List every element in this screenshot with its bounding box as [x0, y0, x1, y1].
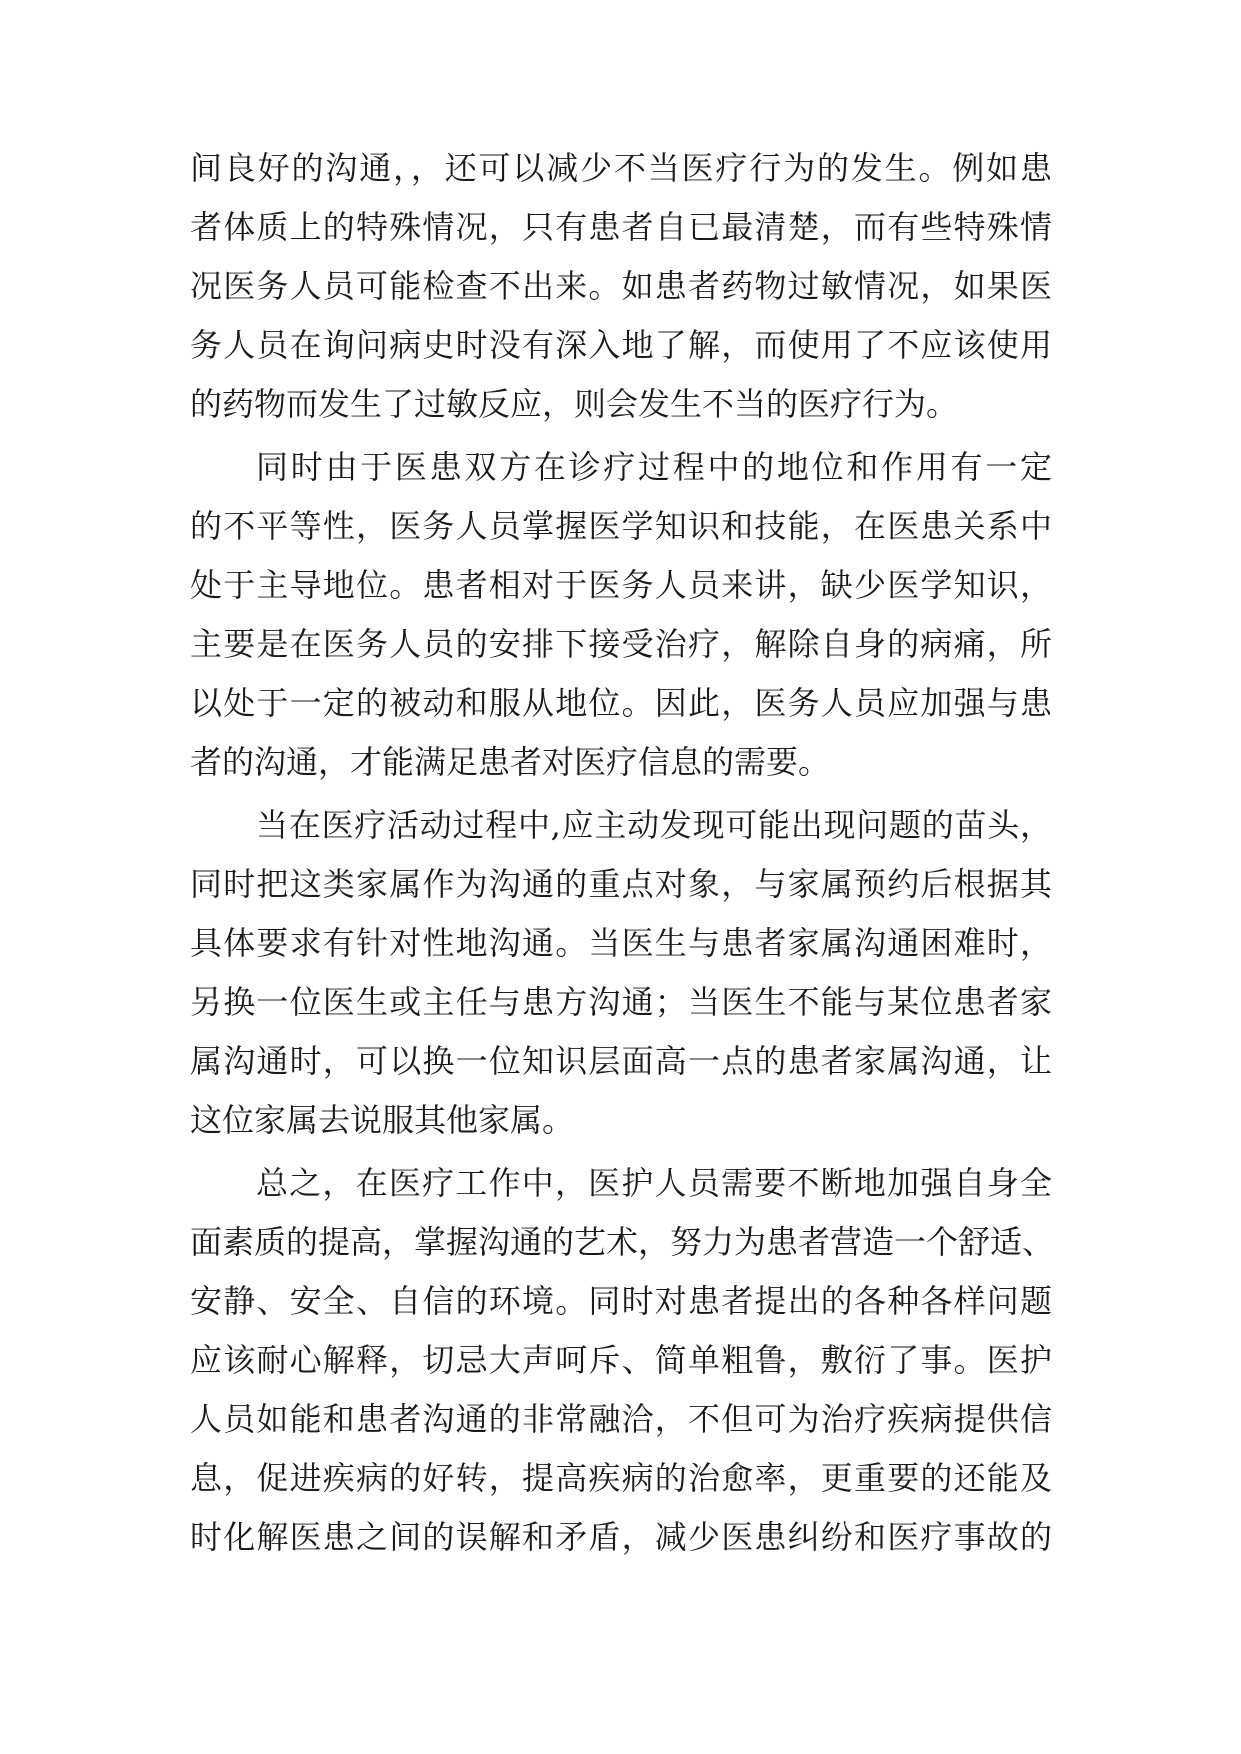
- text-line: 者体质上的特殊情况，只有患者自已最清楚，而有些特殊情: [190, 208, 1052, 246]
- paragraph-first-line: 总之，在医疗工作中，医护人员需要不断地加强自身全: [256, 1164, 1052, 1202]
- text-line: 同时把这类家属作为沟通的重点对象，与家属预约后根据其: [190, 865, 1052, 903]
- text-line: 人员如能和患者沟通的非常融洽，不但可为治疗疾病提供信: [190, 1400, 1052, 1438]
- text-line: 属沟通时，可以换一位知识层面高一点的患者家属沟通，让: [190, 1042, 1052, 1080]
- text-line: 主要是在医务人员的安排下接受治疗，解除自身的病痛，所: [190, 625, 1052, 663]
- text-line: 的药物而发生了过敏反应，则会发生不当的医疗行为。: [190, 385, 959, 423]
- text-line: 的不平等性，医务人员掌握医学知识和技能，在医患关系中: [190, 507, 1052, 545]
- text-line: 以处于一定的被动和服从地位。因此，医务人员应加强与患: [190, 684, 1052, 722]
- text-line: 应该耐心解释，切忌大声呵斥、简单粗鲁，敷衍了事。医护: [190, 1341, 1052, 1379]
- text-line: 面素质的提高，掌握沟通的艺术，努力为患者营造一个舒适、: [190, 1223, 1055, 1261]
- paragraph-first-line: 同时由于医患双方在诊疗过程中的地位和作用有一定: [256, 448, 1052, 486]
- paragraph-first-line: 当在医疗活动过程中,应主动发现可能出现问题的苗头，: [256, 806, 1052, 844]
- text-line: 具体要求有针对性地沟通。当医生与患者家属沟通困难时，: [190, 924, 1052, 962]
- text-line: 间良好的沟通，，还可以减少不当医疗行为的发生。例如患: [190, 149, 1052, 187]
- text-line: 安静、安全、自信的环境。同时对患者提出的各种各样问题: [190, 1282, 1052, 1320]
- text-line: 况医务人员可能检查不出来。如患者药物过敏情况，如果医: [190, 267, 1052, 305]
- text-line: 处于主导地位。患者相对于医务人员来讲，缺少医学知识，: [190, 566, 1052, 604]
- text-line: 者的沟通，才能满足患者对医疗信息的需要。: [190, 743, 831, 781]
- text-line: 务人员在询问病史时没有深入地了解，而使用了不应该使用: [190, 326, 1052, 364]
- text-line: 息，促进疾病的好转，提高疾病的治愈率，更重要的还能及: [190, 1459, 1052, 1497]
- text-line: 时化解医患之间的误解和矛盾，减少医患纠纷和医疗事故的: [190, 1518, 1052, 1556]
- text-line: 另换一位医生或主任与患方沟通；当医生不能与某位患者家: [190, 983, 1052, 1021]
- text-line: 这位家属去说服其他家属。: [190, 1101, 575, 1139]
